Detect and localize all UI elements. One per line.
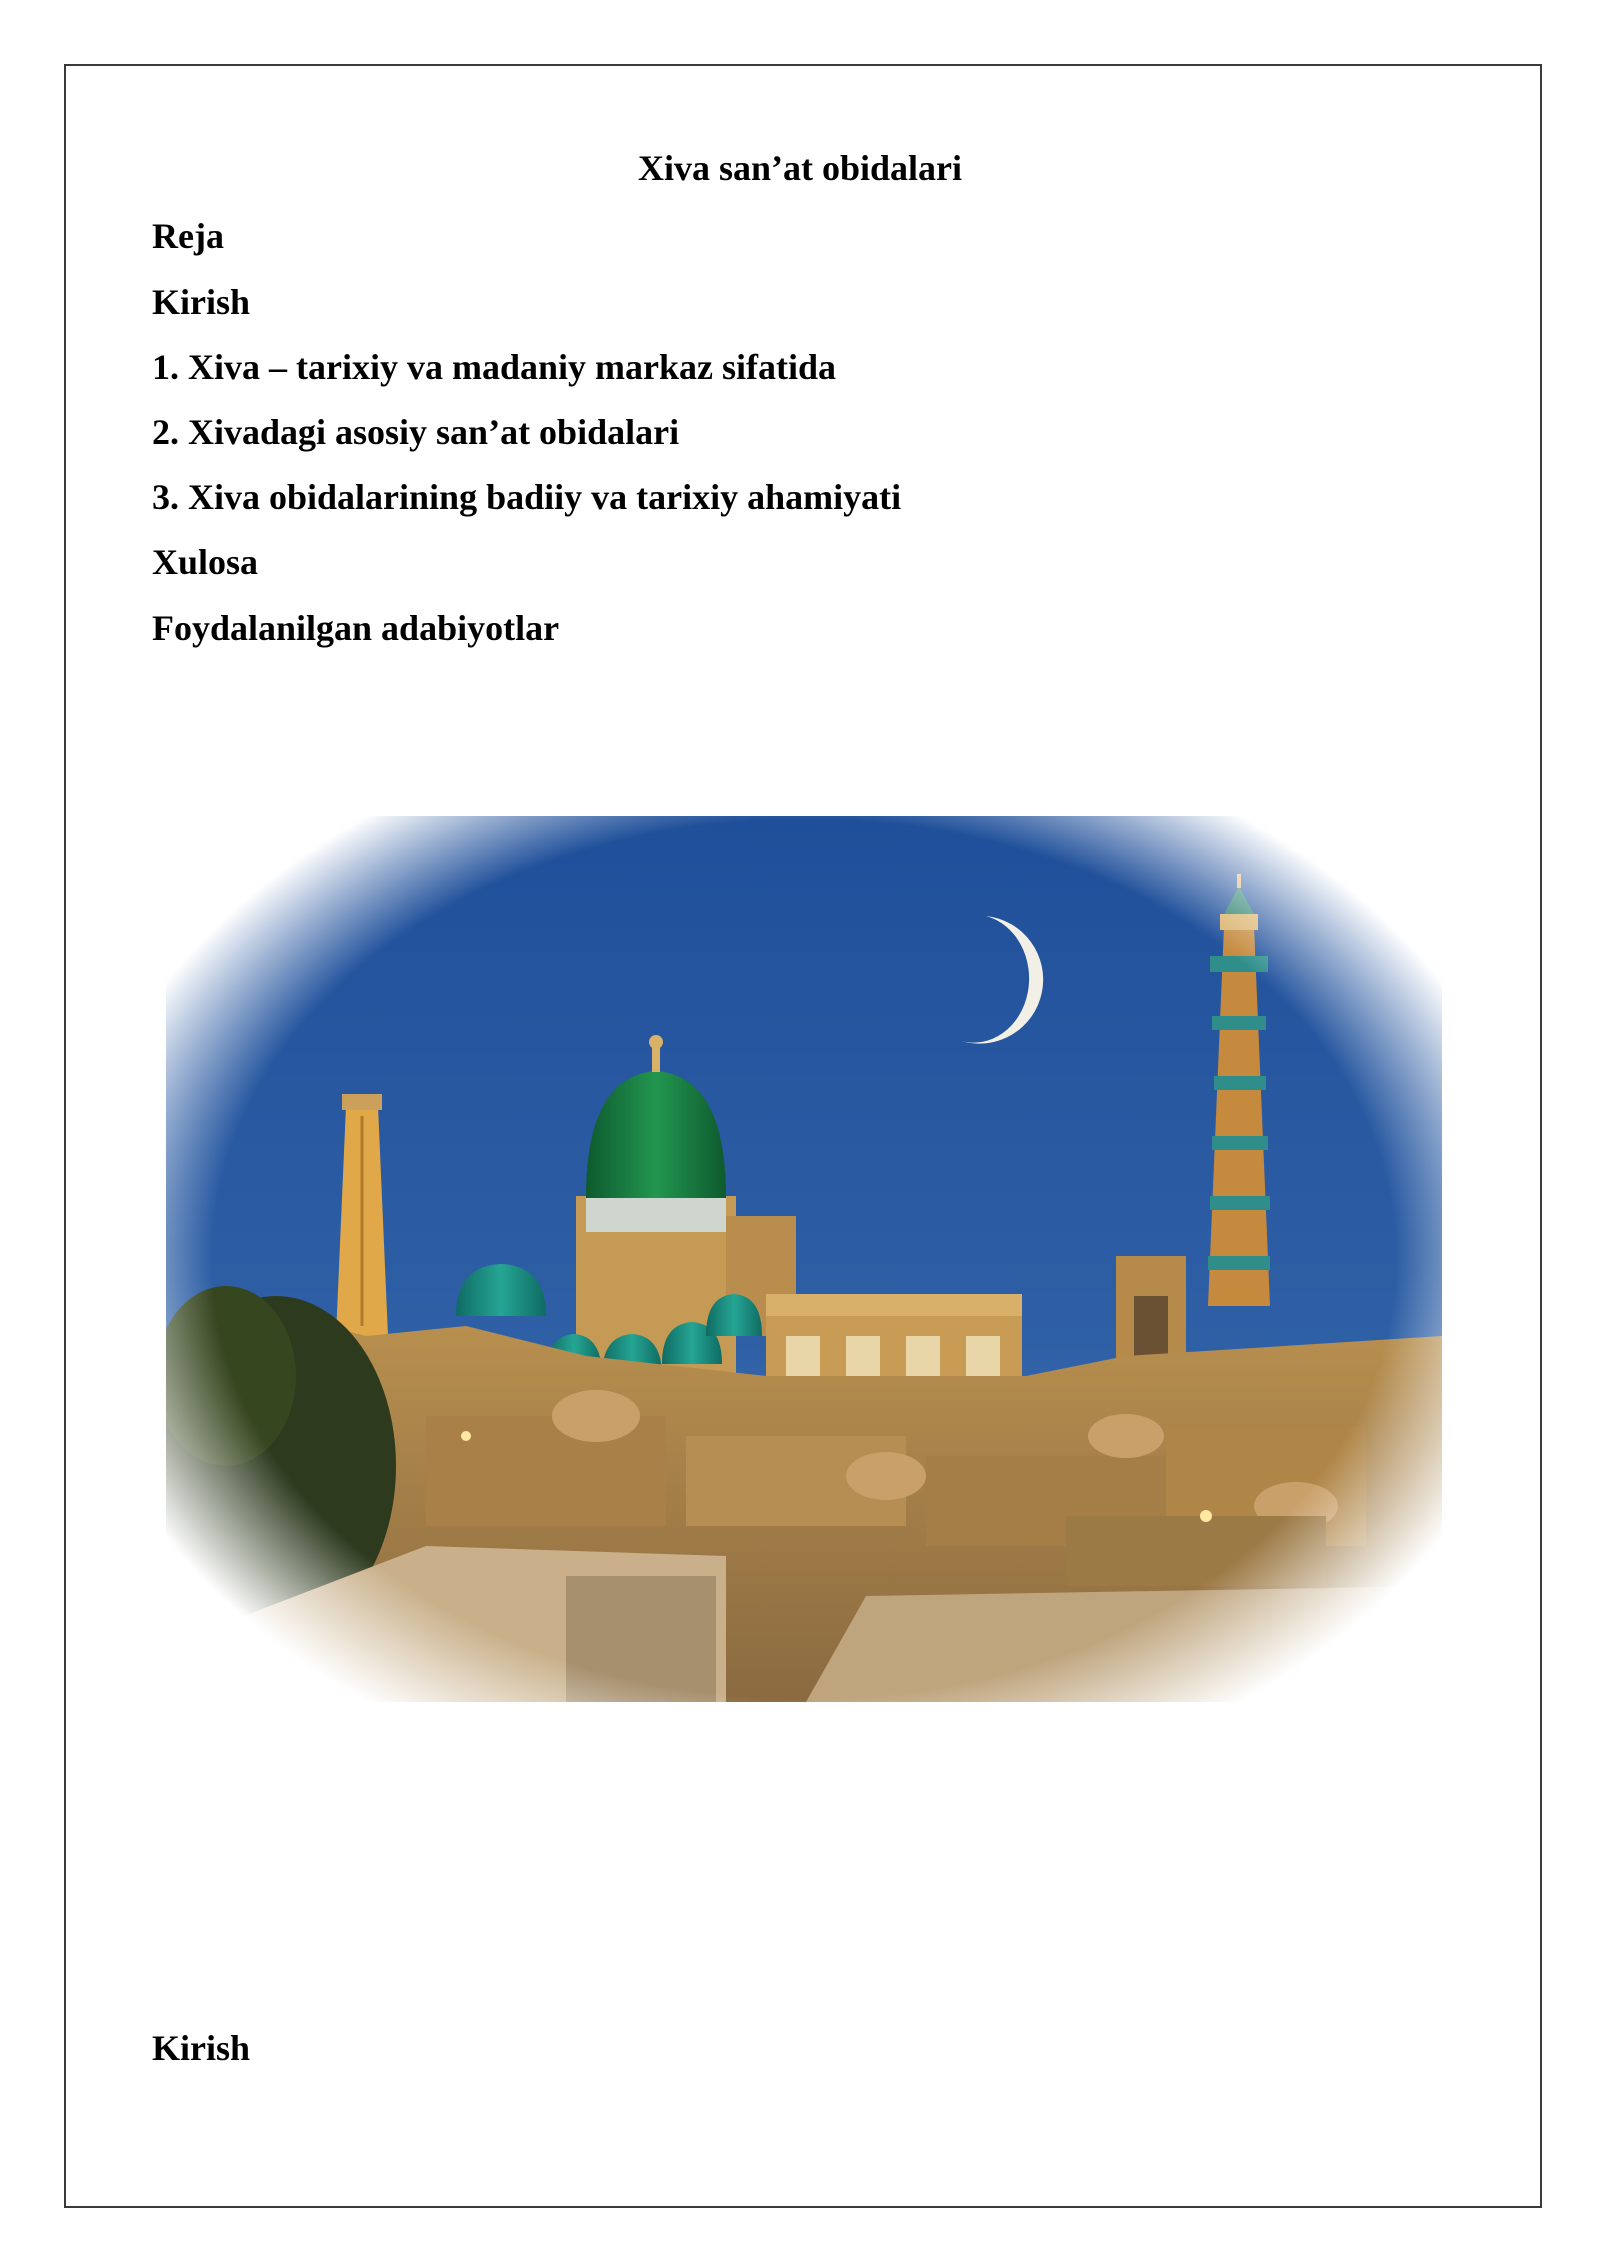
plan-item-references: Foydalanilgan adabiyotlar — [152, 608, 560, 648]
plan-item-2: 2. Xivadagi asosiy san’at obidalari — [152, 412, 680, 452]
document-title: Xiva san’at obidalari — [637, 148, 963, 188]
khiva-skyline-photo — [166, 816, 1442, 1702]
khiva-night-skyline-icon — [166, 816, 1442, 1702]
plan-heading: Reja — [152, 216, 224, 256]
plan-item-3: 3. Xiva obidalarining badiiy va tarixiy ahamiyati — [152, 477, 902, 517]
plan-item-introduction: Kirish — [152, 282, 251, 322]
section-heading-introduction: Kirish — [152, 2028, 251, 2068]
plan-item-1: 1. Xiva – tarixiy va madaniy markaz sifatida — [152, 347, 836, 387]
plan-item-conclusion: Xulosa — [152, 542, 259, 582]
